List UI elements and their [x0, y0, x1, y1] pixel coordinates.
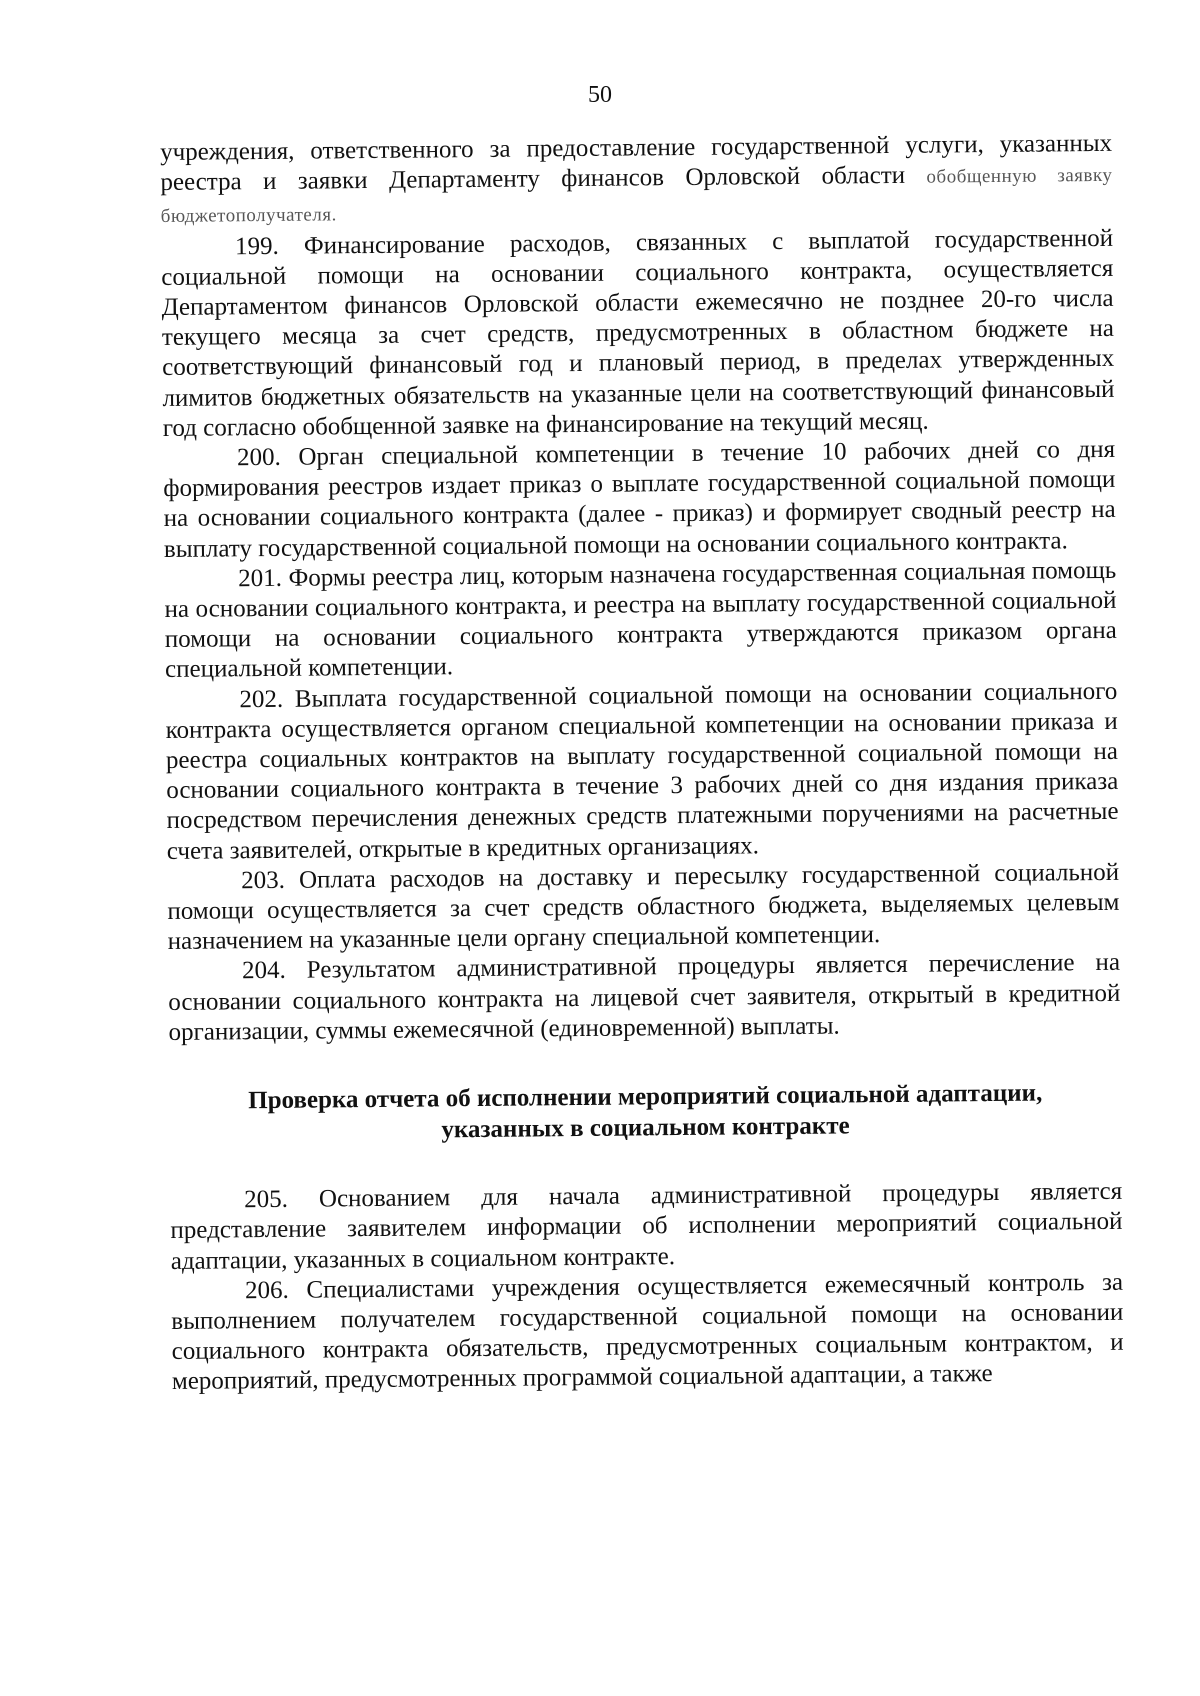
- paragraph-group-after: [170, 1177, 1124, 1398]
- numbered-paragraph: [163, 435, 1116, 565]
- section-heading-line-2: указанных в социальном контракте: [441, 1112, 850, 1144]
- page-number: 50: [588, 82, 612, 108]
- paragraph-group-before: [161, 223, 1121, 1048]
- paragraph-number: 199.: [234, 232, 305, 260]
- numbered-paragraph: [168, 948, 1121, 1048]
- paragraph-text: Формы реестра лиц, которым назначена государственная социальная помощь на основании социального контракта, и реестра на выплату государственной социальной помощи на основании социального контракта утверждаются приказом органа специальной компетенции.: [164, 556, 1117, 684]
- paragraph-text: Результатом административной процедуры является перечисление на основании социального контракта на лицевой счет заявителя, открытый в кредитной организации, суммы ежемесячной (единовременной) выплаты.: [168, 949, 1121, 1046]
- paragraph-text: Основанием для начала административной процедуры является представление заявителем информации об исполнении мероприятий социальной адаптации, указанных в социальном контракте.: [170, 1177, 1123, 1275]
- section-heading-line-1: Проверка отчета об исполнении мероприятий социальной адаптации,: [248, 1079, 1043, 1115]
- paragraph-number: 201.: [238, 564, 289, 593]
- paragraph-text: Финансирование расходов, связанных с выплатой государственной социальной помощи на основании социального контракта, осуществляется Департаментом финансов Орловской области ежемесячно не позднее 20-го числа текущего месяца за счет средств, предусмотренных в областном бюджете на соответствующий финансовый год и плановый период, в пределах утвержденных лимитов бюджетных обязательств на указанные цели на соответствующий финансовый год согласно обобщенной заявке на финансирование на текущий месяц.: [161, 224, 1115, 442]
- paragraph-number: 204.: [241, 957, 307, 985]
- paragraph-text: Специалистами учреждения осуществляется ежемесячный контроль за выполнением получателем государственной социальной помощи на основании социального контракта обязательств, предусмотренных социальным контрактом, и мероприятий, предусмотренных программой социальной адаптации, а также: [171, 1268, 1124, 1396]
- numbered-paragraph: [161, 223, 1115, 444]
- numbered-paragraph: [170, 1177, 1123, 1277]
- numbered-paragraph: [171, 1268, 1124, 1398]
- continuation-faded-text: обобщенную заявку бюджетополучателя.: [160, 165, 1113, 228]
- paragraph-number: 200.: [236, 443, 299, 472]
- paragraph-number: 202.: [239, 685, 295, 713]
- paragraph-number: 203.: [241, 866, 300, 895]
- section-heading: [169, 1077, 1122, 1148]
- numbered-paragraph: [165, 676, 1119, 866]
- document-body: [160, 129, 1124, 1398]
- paragraph-text: Выплата государственной социальной помощи на основании социального контракта осуществляется органом специальной компетенции на основании приказа и реестра социальных контрактов на выплату государственной социальной помощи на основании социального контракта в течение 3 рабочих дней со дня издания приказа посредством перечисления денежных средств платежными поручениями на расчетные счета заявителей, открытые в кредитных организациях.: [165, 677, 1119, 865]
- paragraph-number: 205.: [244, 1185, 320, 1214]
- continuation-paragraph: [160, 129, 1113, 233]
- paragraph-number: 206.: [244, 1276, 307, 1304]
- paragraph-text: Орган специальной компетенции в течение 10 рабочих дней со дня формирования реестров издает приказ о выплате государственной социальной помощи на основании социального контракта (далее - приказ) и формирует сводный реестр на выплату государственной социальной помощи на основании социального контракта.: [163, 435, 1116, 563]
- numbered-paragraph: [167, 858, 1120, 958]
- paragraph-text: Оплата расходов на доставку и пересылку государственной социальной помощи осуществляется за счет средств областного бюджета, выделяемых целевым назначением на указанные цели органу специальной компетенции.: [167, 858, 1120, 956]
- continuation-text: учреждения, ответственного за предоставление государственной услуги, указанных реестра и заявки Департаменту финансов Орловской области: [160, 129, 1113, 197]
- numbered-paragraph: [164, 556, 1117, 686]
